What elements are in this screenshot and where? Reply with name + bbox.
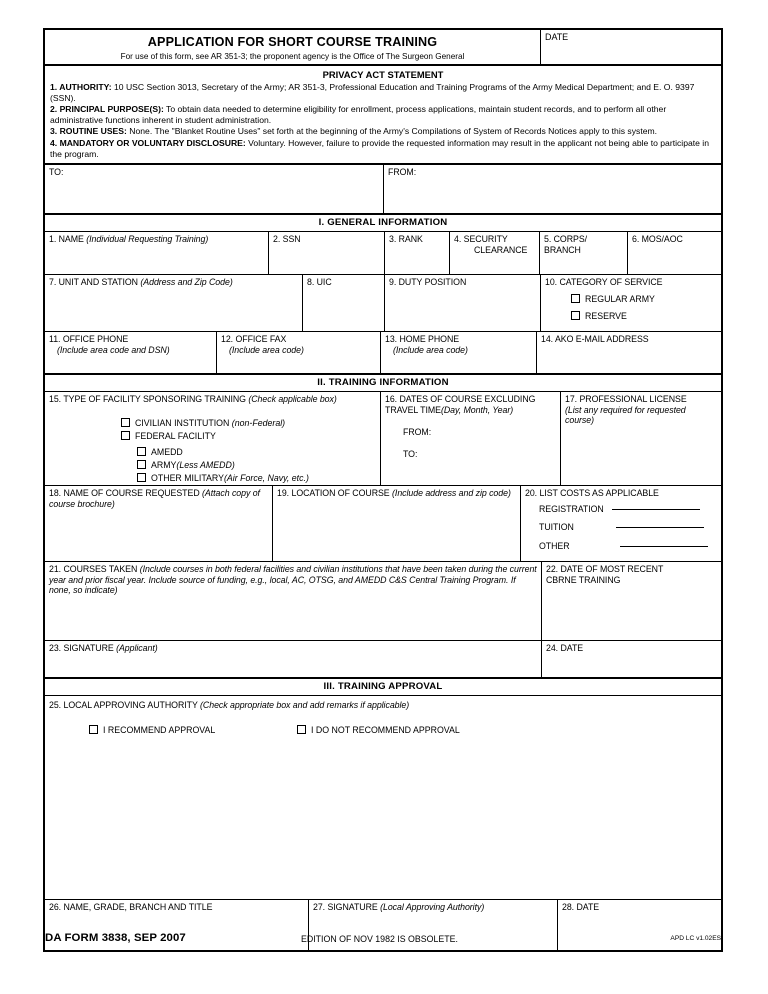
checkbox-civilian-institution-hint: (non-Federal) <box>231 417 286 428</box>
version-stamp: APD LC v1.02ES <box>670 935 721 942</box>
title-row <box>45 30 721 66</box>
privacy-item-1-num: 1. <box>50 82 58 92</box>
form-subtitle: For use of this form, see AR 351-3; the proponent agency is the Office of The Surgeon General <box>120 52 465 61</box>
date-field[interactable] <box>541 30 721 64</box>
checkbox-amedd[interactable] <box>49 446 376 459</box>
privacy-item-1 <box>50 82 716 103</box>
field-applicant-date-label: 24. DATE <box>546 643 584 654</box>
checkbox-army-less-amedd[interactable] <box>49 459 376 472</box>
field-course-location[interactable] <box>273 486 521 561</box>
field-facility-type <box>45 392 381 485</box>
field-name[interactable] <box>45 232 269 274</box>
field-ssn[interactable] <box>269 232 385 274</box>
from-field[interactable] <box>384 165 721 213</box>
checkbox-do-not-recommend-approval[interactable] <box>297 724 460 737</box>
field-courses-taken-label: 21. COURSES TAKEN <box>49 564 138 575</box>
field-cost-tuition[interactable] <box>525 522 717 533</box>
field-name-hint: (Individual Requesting Training) <box>86 234 209 245</box>
checkbox-icon[interactable] <box>137 473 146 482</box>
field-rank-label: 3. RANK <box>389 234 423 245</box>
field-cost-registration[interactable] <box>525 504 717 515</box>
checkbox-army-less-amedd-hint: (Less AMEDD) <box>176 459 235 470</box>
section-training-approval-header: III. TRAINING APPROVAL <box>45 679 721 696</box>
field-course-dates-label-2: TRAVEL TIME <box>385 404 441 415</box>
checkbox-icon[interactable] <box>89 725 98 734</box>
routing-row <box>45 165 721 215</box>
checkbox-icon[interactable] <box>297 725 306 734</box>
privacy-item-1-bold: AUTHORITY: <box>59 82 112 92</box>
field-corps-branch-label-1: 5. CORPS/ <box>544 234 588 245</box>
checkbox-other-military-label: OTHER MILITARY <box>151 472 224 483</box>
checkbox-do-not-recommend-approval-label: I DO NOT RECOMMEND APPROVAL <box>311 724 460 735</box>
field-office-fax-label: 12. OFFICE FAX <box>221 334 287 345</box>
field-course-dates[interactable] <box>381 392 561 485</box>
field-security-clearance[interactable] <box>450 232 540 274</box>
field-category-of-service <box>541 275 721 331</box>
row-unit-uic-duty-category <box>45 275 721 332</box>
edition-note: EDITION OF NOV 1982 IS OBSOLETE. <box>301 934 458 944</box>
checkbox-non-military[interactable] <box>49 485 376 486</box>
field-home-phone[interactable] <box>381 332 537 373</box>
field-course-location-hint: (Include address and zip code) <box>392 488 511 499</box>
field-cbrne-date-label-1: 22. DATE OF MOST RECENT <box>546 564 664 575</box>
field-facility-type-hint: (Check applicable box) <box>248 394 337 405</box>
field-rank[interactable] <box>385 232 450 274</box>
form-footer <box>43 932 723 952</box>
privacy-item-4-bold: MANDATORY OR VOLUNTARY DISCLOSURE: <box>59 137 246 148</box>
field-cbrne-date[interactable] <box>542 562 721 640</box>
field-unit-and-station-label: 7. UNIT AND STATION <box>49 277 138 288</box>
field-cost-other-input[interactable] <box>620 546 708 547</box>
field-course-name-hint: (Attach copy of course brochure) <box>49 488 260 509</box>
privacy-act-statement <box>45 66 721 163</box>
field-courses-taken-hint: (Include courses in both federal facilities and civilian institutions that have been taken during the current year and prior fiscal year. Include source of funding, e.g., local, AC, OTSG, and AMEDD C&S Central Training Program. If none, so indicate) <box>49 564 537 596</box>
field-applicant-signature-label: 23. SIGNATURE <box>49 643 114 654</box>
privacy-item-2-bold: PRINCIPAL PURPOSE(S): <box>59 104 164 115</box>
field-applicant-signature-hint: (Applicant) <box>116 643 158 654</box>
field-security-clearance-label-1: 4. SECURITY <box>454 234 508 245</box>
checkbox-regular-army-label: REGULAR ARMY <box>585 293 655 304</box>
privacy-act-heading: PRIVACY ACT STATEMENT <box>322 69 444 80</box>
field-course-location-label: 19. LOCATION OF COURSE <box>277 488 390 499</box>
field-corps-branch[interactable] <box>540 232 628 274</box>
checkbox-civilian-institution[interactable] <box>49 417 376 430</box>
row-facility-dates-license <box>45 392 721 486</box>
form-id: DA FORM 3838, SEP 2007 <box>45 932 186 944</box>
field-cost-registration-label: REGISTRATION <box>539 503 604 514</box>
privacy-act-row <box>45 66 721 165</box>
checkbox-icon[interactable] <box>121 418 130 427</box>
field-corps-branch-label-2: BRANCH <box>544 244 581 255</box>
field-uic[interactable] <box>303 275 385 331</box>
field-cost-other-label: OTHER <box>539 540 570 551</box>
checkbox-recommend-approval[interactable] <box>89 724 215 737</box>
field-course-date-to: TO: <box>403 448 418 459</box>
field-ako-email-label: 14. AKO E-MAIL ADDRESS <box>541 334 649 345</box>
to-label: TO: <box>49 167 64 178</box>
field-ssn-label: 2. SSN <box>273 234 301 245</box>
privacy-item-1-text: 10 USC Section 3013, Secretary of the Army; AR 351-3, Professional Education and Training Programs of the Army Medical Department; and E. O. 9397 (SSN). <box>50 82 695 103</box>
checkbox-icon[interactable] <box>121 431 130 440</box>
field-office-fax[interactable] <box>217 332 381 373</box>
checkbox-icon[interactable] <box>571 294 580 303</box>
field-office-fax-hint: (Include area code) <box>229 344 304 355</box>
checkbox-icon[interactable] <box>137 460 146 469</box>
checkbox-recommend-approval-label: I RECOMMEND APPROVAL <box>103 724 216 735</box>
field-applicant-date[interactable] <box>542 641 721 677</box>
field-costs-label: 20. LIST COSTS AS APPLICABLE <box>525 488 659 499</box>
privacy-item-2 <box>50 104 716 125</box>
field-course-dates-hint: (Day, Month, Year) <box>441 404 514 415</box>
row-courses-taken-cbrne <box>45 562 721 641</box>
checkbox-federal-facility-label: FEDERAL FACILITY <box>135 430 216 441</box>
row-local-approving-authority <box>45 696 721 900</box>
from-label: FROM: <box>388 167 417 178</box>
field-unit-and-station[interactable] <box>45 275 303 331</box>
field-ako-email[interactable] <box>537 332 721 373</box>
checkbox-icon[interactable] <box>137 447 146 456</box>
page-title: APPLICATION FOR SHORT COURSE TRAINING <box>147 35 438 49</box>
privacy-item-3 <box>50 126 716 137</box>
checkbox-federal-facility[interactable] <box>49 430 376 443</box>
field-approver-name-label: 26. NAME, GRADE, BRANCH AND TITLE <box>49 902 213 913</box>
field-home-phone-hint: (Include area code) <box>393 344 468 355</box>
field-professional-license[interactable] <box>561 392 721 485</box>
privacy-item-4-text: Voluntary. However, failure to provide the requested information may result in the applicant not being able to participate in the program. <box>50 137 709 159</box>
field-local-approving-authority[interactable] <box>45 696 721 899</box>
field-approver-signature-label: 27. SIGNATURE <box>313 902 378 913</box>
section-training-information-header: II. TRAINING INFORMATION <box>45 375 721 392</box>
field-applicant-signature[interactable] <box>45 641 542 677</box>
checkbox-other-military[interactable] <box>49 472 376 485</box>
field-office-phone-hint: (Include area code and DSN) <box>57 344 170 355</box>
row-course-location-costs <box>45 486 721 562</box>
field-course-name[interactable] <box>45 486 273 561</box>
field-cost-tuition-label: TUITION <box>539 522 574 533</box>
checkbox-other-military-hint: (Air Force, Navy, etc.) <box>224 472 309 483</box>
field-professional-license-label: 17. PROFESSIONAL LICENSE <box>565 394 687 405</box>
privacy-item-4-num: 4. <box>50 137 58 148</box>
field-uic-label: 8. UIC <box>307 277 332 288</box>
field-cbrne-date-label-2: CBRNE TRAINING <box>546 574 621 585</box>
checkbox-civilian-institution-label: CIVILIAN INSTITUTION <box>135 417 230 428</box>
field-cost-other[interactable] <box>525 541 717 552</box>
field-professional-license-hint: (List any required for requested course) <box>565 404 686 426</box>
privacy-item-2-text: To obtain data needed to determine eligibility for enrollment, process applications, maintain student records, and to perform all other administrative functions inherent in student administration. <box>50 104 667 125</box>
section-general-information-header: I. GENERAL INFORMATION <box>45 215 721 232</box>
field-course-name-label: 18. NAME OF COURSE REQUESTED <box>49 488 200 499</box>
field-office-phone-label: 11. OFFICE PHONE <box>49 334 129 345</box>
checkbox-regular-army[interactable] <box>545 293 717 306</box>
field-unit-and-station-hint: (Address and Zip Code) <box>140 277 233 288</box>
row-signature-date <box>45 641 721 679</box>
field-mos-aoc-label: 6. MOS/AOC <box>632 234 683 245</box>
field-security-clearance-label-2: CLEARANCE <box>474 244 528 255</box>
field-approver-signature-hint: (Local Approving Authority) <box>380 902 485 913</box>
checkbox-reserve[interactable] <box>545 310 717 323</box>
checkbox-reserve-label: RESERVE <box>585 310 627 321</box>
field-course-date-from: FROM: <box>403 427 432 438</box>
field-facility-type-label: 15. TYPE OF FACILITY SPONSORING TRAINING <box>49 394 246 405</box>
field-cost-tuition-input[interactable] <box>616 527 704 528</box>
field-course-dates-label-1: 16. DATES OF COURSE EXCLUDING <box>385 394 536 405</box>
date-label: DATE <box>545 32 569 42</box>
field-local-approving-authority-hint: (Check appropriate box and add remarks if applicable) <box>200 700 410 711</box>
row-phone-fax-email <box>45 332 721 375</box>
field-category-of-service-label: 10. CATEGORY OF SERVICE <box>545 277 663 288</box>
privacy-item-3-bold: ROUTINE USES: <box>59 126 127 137</box>
field-duty-position[interactable] <box>385 275 541 331</box>
privacy-item-4 <box>50 138 716 159</box>
field-mos-aoc[interactable] <box>628 232 721 274</box>
field-approver-date-label: 28. DATE <box>562 902 600 913</box>
checkbox-icon[interactable] <box>571 311 580 320</box>
field-courses-taken[interactable] <box>45 562 542 640</box>
field-name-label: 1. NAME <box>49 234 84 245</box>
da-form-3838 <box>43 28 723 952</box>
field-cost-registration-input[interactable] <box>612 509 700 510</box>
privacy-item-2-num: 2. <box>50 104 58 115</box>
field-local-approving-authority-label: 25. LOCAL APPROVING AUTHORITY <box>49 700 198 711</box>
privacy-item-3-text: None. The "Blanket Routine Uses" set forth at the beginning of the Army's Compilations of System of Records Notices apply to this system. <box>126 126 658 137</box>
title-cell <box>45 30 541 64</box>
checkbox-army-less-amedd-label: ARMY <box>151 459 177 470</box>
field-home-phone-label: 13. HOME PHONE <box>385 334 460 345</box>
checkbox-amedd-label: AMEDD <box>151 446 183 457</box>
field-duty-position-label: 9. DUTY POSITION <box>389 277 467 288</box>
field-office-phone[interactable] <box>45 332 217 373</box>
privacy-item-3-num: 3. <box>50 126 58 137</box>
row-name-ssn-rank <box>45 232 721 275</box>
to-field[interactable] <box>45 165 384 213</box>
field-costs <box>521 486 721 561</box>
